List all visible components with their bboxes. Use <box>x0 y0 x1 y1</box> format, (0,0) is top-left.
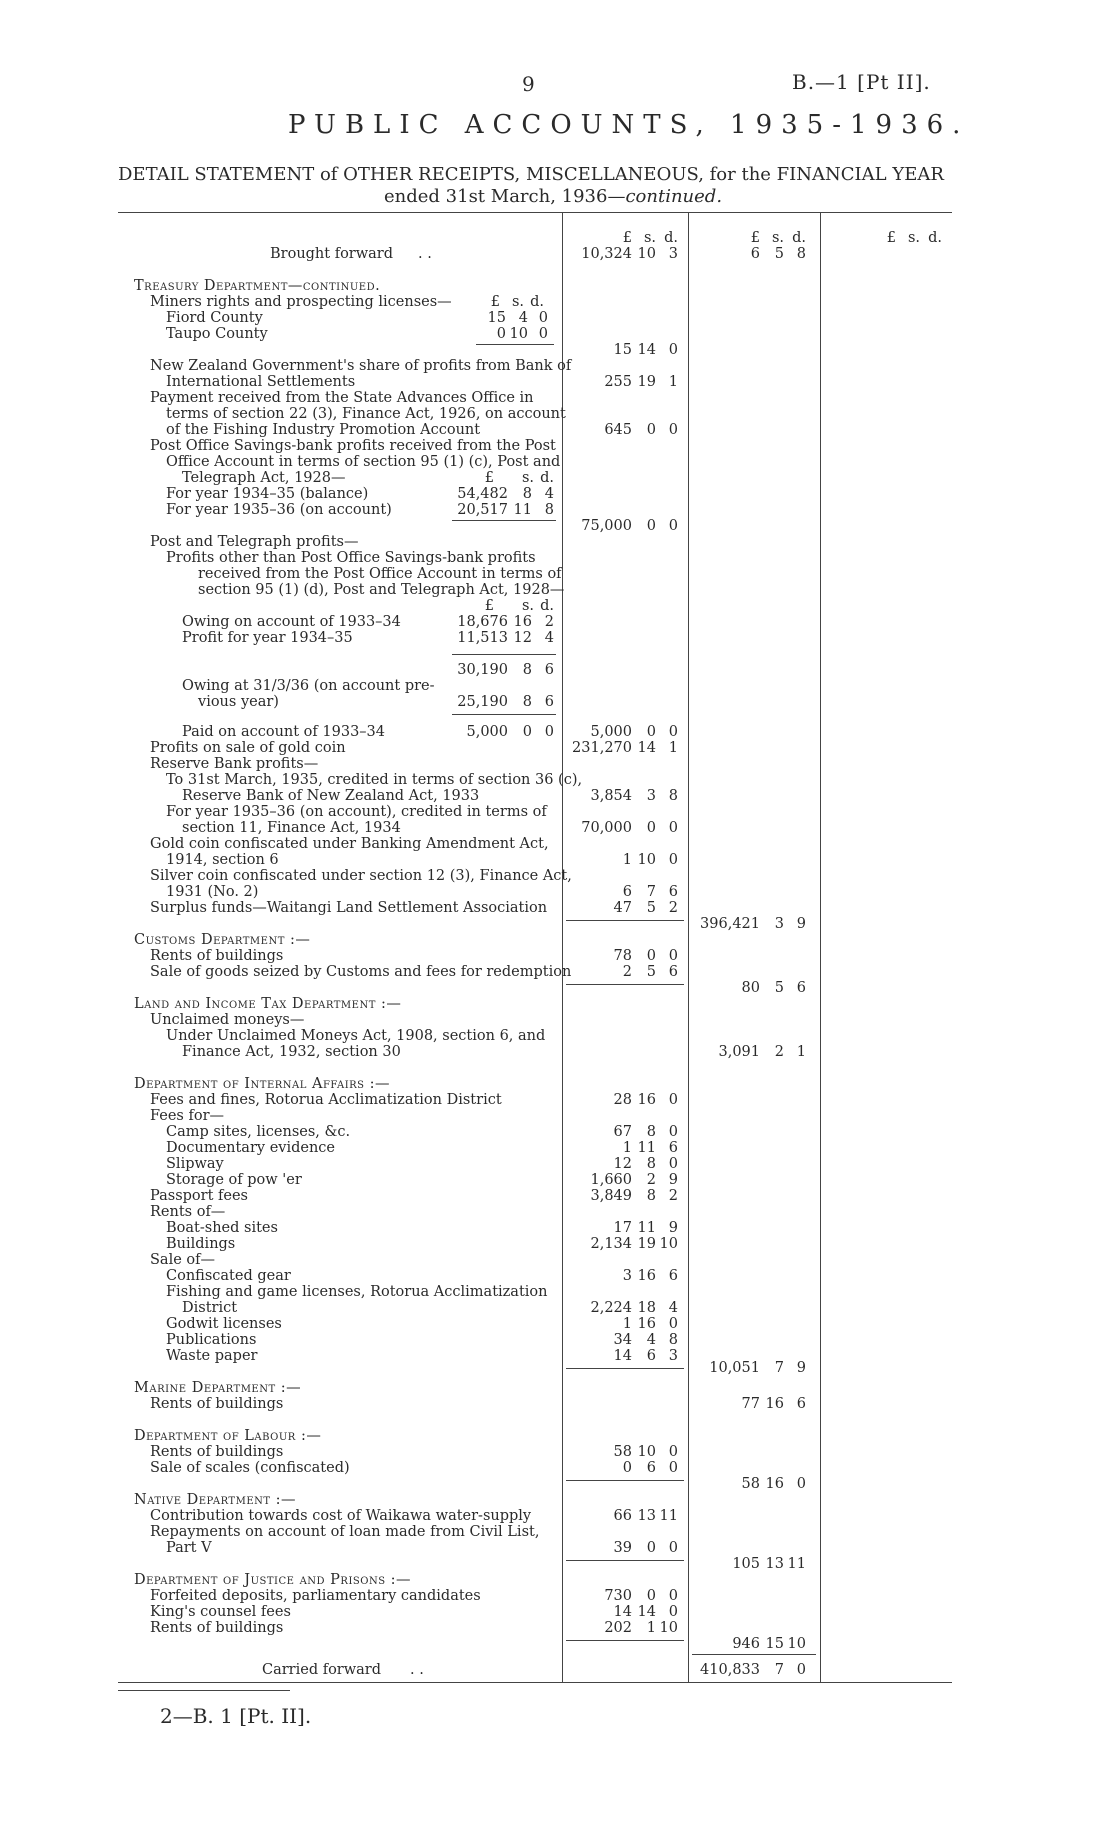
labour-total: 58 16 0 <box>741 1476 806 1492</box>
subtitle-line-1: DETAIL STATEMENT of OTHER RECEIPTS, MISCELLANEOUS, for the FINANCIAL YEAR <box>118 164 944 185</box>
profit-label: Profit for year 1934–35 <box>182 630 353 646</box>
rule <box>452 520 556 521</box>
fishing-amount: 2,224 18 4 <box>590 1300 678 1316</box>
table-bottom-rule <box>118 1682 952 1683</box>
gold-amount: 231,270 14 1 <box>572 740 678 756</box>
rb-a-amount: 3,854 3 8 <box>590 788 678 804</box>
marine-heading: Marine Department :— <box>134 1380 302 1396</box>
surplus-amount: 47 5 2 <box>613 900 678 916</box>
rb-line-3: Reserve Bank of New Zealand Act, 1933 <box>182 788 480 804</box>
kings-counsel-amount: 14 14 0 <box>613 1604 678 1620</box>
column-rule-3 <box>820 212 821 1682</box>
justice-rents-label: Rents of buildings <box>150 1620 284 1636</box>
nz-share-amount: 255 19 1 <box>604 374 678 390</box>
forfeited-label: Forfeited deposits, parliamentary candidates <box>150 1588 481 1604</box>
rb-line-5: section 11, Finance Act, 1934 <box>182 820 401 836</box>
land-tax-heading: Land and Income Tax Department :— <box>134 996 402 1012</box>
pt-line-3: received from the Post Office Account in terms of <box>198 566 562 582</box>
storage-amount: 1,660 2 9 <box>590 1172 678 1188</box>
payment-amount: 645 0 0 <box>604 422 678 438</box>
fees-fines-label: Fees and fines, Rotorua Acclimatization District <box>150 1092 502 1108</box>
carried-forward-label: Carried forward <box>262 1662 382 1678</box>
owing31-line-1: Owing at 31/3/36 (on account pre- <box>182 678 435 694</box>
page-number: 9 <box>522 72 536 96</box>
land-tax-total: 3,091 2 1 <box>718 1044 806 1060</box>
posb-line-1: Post Office Savings-bank profits received from the Post <box>150 438 556 454</box>
posb-line-2: Office Account in terms of section 95 (1) (c), Post and <box>166 454 561 470</box>
labour-rents-label: Rents of buildings <box>150 1444 284 1460</box>
contribution-label: Contribution towards cost of Waikawa water-supply <box>150 1508 532 1524</box>
rule <box>692 1654 816 1655</box>
rule <box>566 1560 684 1561</box>
doc-amount: 1 11 6 <box>622 1140 678 1156</box>
sale-of-label: Sale of— <box>150 1252 216 1268</box>
justice-total: 946 15 10 <box>732 1636 806 1652</box>
page-title: PUBLIC ACCOUNTS, 1935-1936. <box>288 110 970 140</box>
justice-rents-amount: 202 1 10 <box>604 1620 678 1636</box>
rule <box>566 1368 684 1369</box>
godwit-label: Godwit licenses <box>166 1316 282 1332</box>
column-rule-1 <box>562 212 563 1682</box>
pt-line-4: section 95 (1) (d), Post and Telegraph Act, 1928— <box>198 582 565 598</box>
subtitle-ended: ended 31st March, 1936— <box>384 186 626 207</box>
posb-sub-header: £ s. d. <box>484 470 554 486</box>
scales-label: Sale of scales (confiscated) <box>150 1460 350 1476</box>
subtitle-line-2 <box>384 186 722 207</box>
gold-label: Profits on sale of gold coin <box>150 740 346 756</box>
storage-label: Storage of pow 'er <box>166 1172 302 1188</box>
profit-amount: 11,513 12 4 <box>457 630 554 646</box>
paid-amount: 5,000 0 0 <box>466 724 554 740</box>
native-total: 105 13 11 <box>732 1556 806 1572</box>
pt-line-2: Profits other than Post Office Savings-bank profits <box>166 550 536 566</box>
footer-rule <box>118 1690 290 1691</box>
col3-currency-header: £ s. d. <box>886 230 942 246</box>
document-reference: B.—1 [Pt II]. <box>792 70 931 94</box>
marine-rents-label: Rents of buildings <box>150 1396 284 1412</box>
taupo-label: Taupo County <box>166 326 268 342</box>
col2-currency-header: £ s. d. <box>750 230 806 246</box>
payment-line-3: of the Fishing Industry Promotion Account <box>166 422 481 438</box>
customs-rents-amount: 78 0 0 <box>613 948 678 964</box>
boat-amount: 17 11 9 <box>613 1220 678 1236</box>
land-tax-line-3: Finance Act, 1932, section 30 <box>182 1044 401 1060</box>
camp-amount: 67 8 0 <box>613 1124 678 1140</box>
rb-line-2: To 31st March, 1935, credited in terms of section 36 (c), <box>166 772 583 788</box>
subtitle-continued: continued. <box>625 186 723 207</box>
publications-label: Publications <box>166 1332 257 1348</box>
godwit-amount: 1 16 0 <box>622 1316 678 1332</box>
internal-heading: Department of Internal Affairs :— <box>134 1076 391 1092</box>
waste-label: Waste paper <box>166 1348 258 1364</box>
land-tax-line-1: Unclaimed moneys— <box>150 1012 305 1028</box>
labour-heading: Department of Labour :— <box>134 1428 322 1444</box>
sc-line-1: Silver coin confiscated under section 12 (3), Finance Act, <box>150 868 572 884</box>
posb-total: 75,000 0 0 <box>581 518 678 534</box>
rb-line-4: For year 1935–36 (on account), credited in terms of <box>166 804 547 820</box>
waste-amount: 14 6 3 <box>613 1348 678 1364</box>
buildings-amount: 2,134 19 10 <box>590 1236 678 1252</box>
fiord-amount: 15 4 0 <box>487 310 548 326</box>
passport-amount: 3,849 8 2 <box>590 1188 678 1204</box>
nz-share-line-2: International Settlements <box>166 374 356 390</box>
miners-total: 15 14 0 <box>613 342 678 358</box>
pt-line-1: Post and Telegraph profits— <box>150 534 359 550</box>
confiscated-label: Confiscated gear <box>166 1268 291 1284</box>
gc-line-1: Gold coin confiscated under Banking Amendment Act, <box>150 836 549 852</box>
rb-b-amount: 70,000 0 0 <box>581 820 678 836</box>
repayments-line-1: Repayments on account of loan made from Civil List, <box>150 1524 540 1540</box>
carried-forward-total: 410,833 7 0 <box>700 1662 806 1678</box>
payment-line-2: terms of section 22 (3), Finance Act, 1926, on account <box>166 406 566 422</box>
kings-counsel-label: King's counsel fees <box>150 1604 291 1620</box>
paid-label: Paid on account of 1933–34 <box>182 724 385 740</box>
doc-label: Documentary evidence <box>166 1140 336 1156</box>
customs-sale-amount: 2 5 6 <box>622 964 678 980</box>
slipway-amount: 12 8 0 <box>613 1156 678 1172</box>
taupo-amount: 0 10 0 <box>496 326 548 342</box>
rule <box>566 1480 684 1481</box>
owing-amount: 18,676 16 2 <box>457 614 554 630</box>
rule <box>476 344 554 345</box>
repayments-line-2: Part V <box>166 1540 212 1556</box>
table-top-rule <box>118 212 952 213</box>
fishing-line-2: District <box>182 1300 238 1316</box>
pt-subtotal: 30,190 8 6 <box>457 662 554 678</box>
posb-b-amount: 20,517 11 8 <box>457 502 554 518</box>
customs-heading: Customs Department :— <box>134 932 311 948</box>
fishing-line-1: Fishing and game licenses, Rotorua Acclimatization <box>166 1284 548 1300</box>
posb-b-label: For year 1935–36 (on account) <box>166 502 392 518</box>
footer-signature: 2—B. 1 [Pt. II]. <box>160 1704 312 1728</box>
rule <box>566 920 684 921</box>
marine-total: 77 16 6 <box>741 1396 806 1412</box>
gc-amount: 1 10 0 <box>622 852 678 868</box>
justice-heading: Department of Justice and Prisons :— <box>134 1572 412 1588</box>
treasury-total: 396,421 3 9 <box>700 916 806 932</box>
owing31-amount: 25,190 8 6 <box>457 694 554 710</box>
fees-fines-amount: 28 16 0 <box>613 1092 678 1108</box>
owing31-line-2: vious year) <box>198 694 279 710</box>
brought-forward-col2: 6 5 8 <box>750 246 806 262</box>
boat-label: Boat-shed sites <box>166 1220 278 1236</box>
slipway-label: Slipway <box>166 1156 224 1172</box>
paid-col1: 5,000 0 0 <box>590 724 678 740</box>
leader-dots: . . <box>418 246 432 262</box>
miners-label: Miners rights and prospecting licenses— <box>150 294 452 310</box>
gc-line-2: 1914, section 6 <box>166 852 279 868</box>
land-tax-line-2: Under Unclaimed Moneys Act, 1908, section 6, and <box>166 1028 546 1044</box>
fiord-label: Fiord County <box>166 310 263 326</box>
pt-sub-header: £ s. d. <box>484 598 554 614</box>
forfeited-amount: 730 0 0 <box>604 1588 678 1604</box>
rule <box>452 654 556 655</box>
labour-rents-amount: 58 10 0 <box>613 1444 678 1460</box>
customs-rents-label: Rents of buildings <box>150 948 284 964</box>
rents-of-label: Rents of— <box>150 1204 226 1220</box>
fees-for-label: Fees for— <box>150 1108 225 1124</box>
posb-a-label: For year 1934–35 (balance) <box>166 486 369 502</box>
posb-line-3: Telegraph Act, 1928— <box>182 470 346 486</box>
camp-label: Camp sites, licenses, &c. <box>166 1124 351 1140</box>
posb-a-amount: 54,482 8 4 <box>457 486 554 502</box>
brought-forward-col1: 10,324 10 3 <box>581 246 678 262</box>
rule <box>566 1640 684 1641</box>
repayments-amount: 39 0 0 <box>613 1540 678 1556</box>
internal-total: 10,051 7 9 <box>709 1360 806 1376</box>
owing-label: Owing on account of 1933–34 <box>182 614 401 630</box>
brought-forward-label: Brought forward <box>270 246 394 262</box>
contribution-amount: 66 13 11 <box>613 1508 678 1524</box>
rule <box>566 984 684 985</box>
leader-dots: . . <box>410 1662 424 1678</box>
payment-line-1: Payment received from the State Advances Office in <box>150 390 534 406</box>
treasury-heading: Treasury Department—continued. <box>134 278 381 294</box>
native-heading: Native Department :— <box>134 1492 297 1508</box>
customs-sale-label: Sale of goods seized by Customs and fees for redemption <box>150 964 572 980</box>
customs-total: 80 5 6 <box>741 980 806 996</box>
nz-share-line-1: New Zealand Government's share of profits from Bank of <box>150 358 572 374</box>
confiscated-amount: 3 16 6 <box>622 1268 678 1284</box>
surplus-label: Surplus funds—Waitangi Land Settlement Association <box>150 900 548 916</box>
column-rule-2 <box>688 212 689 1682</box>
rb-line-1: Reserve Bank profits— <box>150 756 319 772</box>
scales-amount: 0 6 0 <box>622 1460 678 1476</box>
sc-line-2: 1931 (No. 2) <box>166 884 259 900</box>
passport-label: Passport fees <box>150 1188 248 1204</box>
rule <box>452 714 556 715</box>
sc-amount: 6 7 6 <box>622 884 678 900</box>
buildings-label: Buildings <box>166 1236 236 1252</box>
miners-sub-header: £ s. d. <box>490 294 544 310</box>
publications-amount: 34 4 8 <box>613 1332 678 1348</box>
col1-currency-header: £ s. d. <box>622 230 678 246</box>
